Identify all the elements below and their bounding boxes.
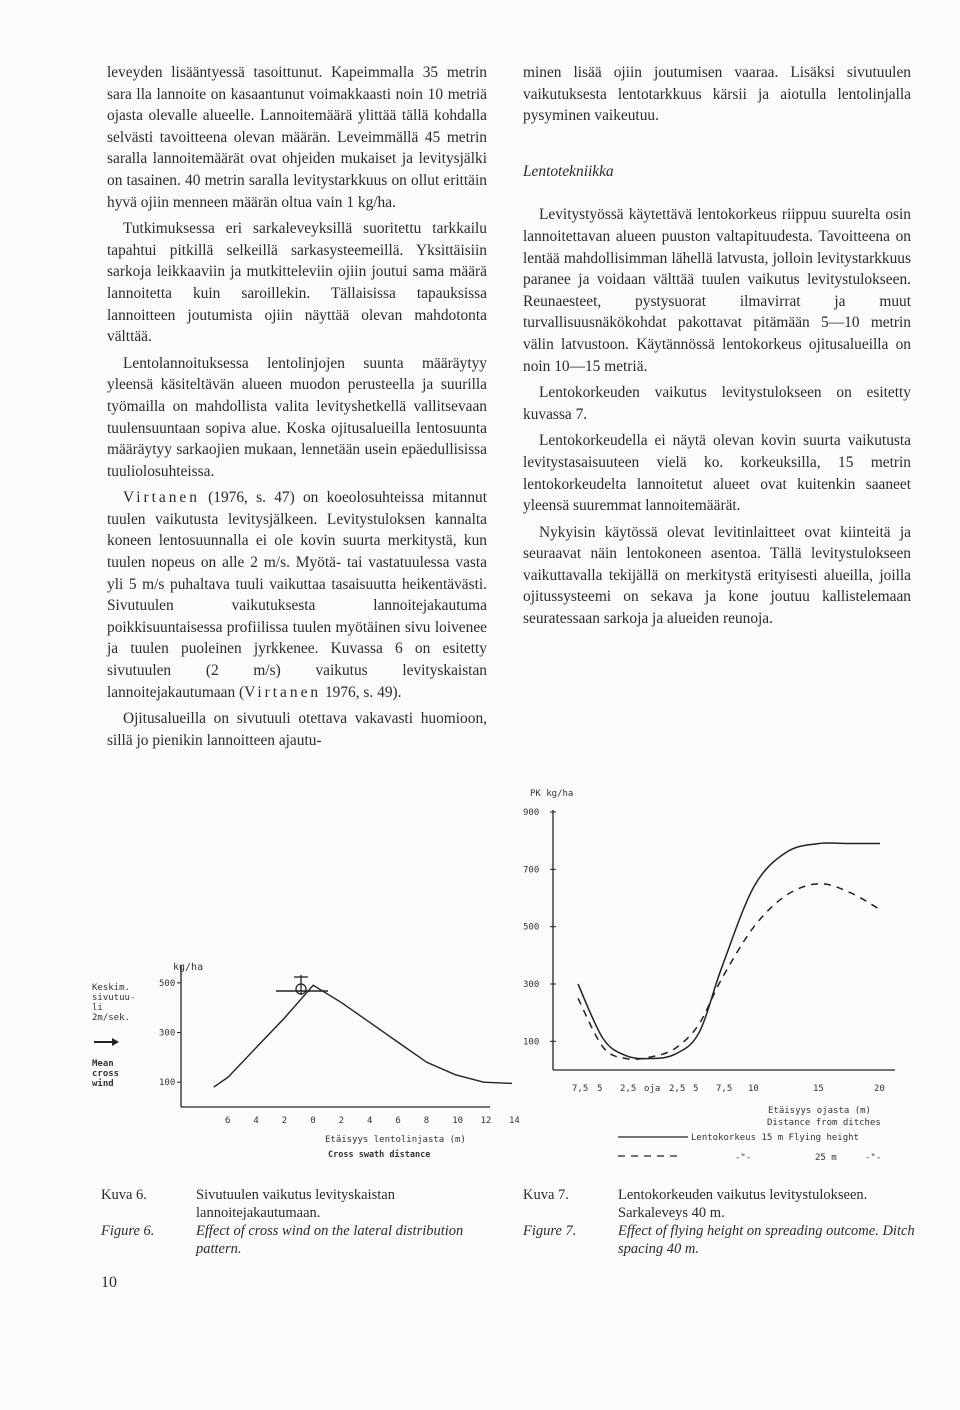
fig6-legend-text: sivutuu- (92, 993, 136, 1003)
paragraph: Virtanen (1976, s. 47) on koeolosuhteissa mitannut tuulen vaikutusta levitysjälkeen. Levitystuloksen kannalta koneen lentosuunnalla ei ole kovin suurta merkitystä, kun tuulen nopeus on alle 2 m/s. Myötä- tai vastatuulessa vasta yli 5 m/s puhaltava tuuli vaikuttaa tasaisuutta heikentävästi. Sivutuulen vaikutuksesta lannoitejakautuma poikkisuuntaisessa profiilissa tuulen myötäinen sivu loivenee ja tuulen puoleinen jyrkkenee. Kuvassa 6 on esitetty sivutuulen (2 m/s) vaikutus levityskaistan lannoitejakautumaan (Virtanen 1976, s. 49). (107, 489, 487, 701)
fig7-x-axis-label-en: Distance from ditches (767, 1118, 881, 1128)
caption-text: Sivutuulen vaikutus levityskaistan lannoitejakautumaan. (196, 1187, 395, 1221)
y-tick-label: 100 (159, 1078, 176, 1089)
fig6-legend-text: Mean (92, 1059, 114, 1069)
fig6-legend-text: wind (92, 1079, 114, 1089)
y-tick-label: 300 (159, 1028, 176, 1039)
caption-label: Kuva 7. (523, 1187, 569, 1203)
paragraph: Ojitusalueilla on sivutuuli otettava vakavasti huomioon, sillä jo pienikin lannoitteen ajautu- (107, 710, 487, 749)
fig6-legend-text: Keskim. (92, 983, 130, 993)
y-tick-label: 500 (159, 978, 176, 989)
fig6-legend-text: 2m/sek. (92, 1013, 130, 1023)
fig7-ticks (523, 808, 885, 1094)
y-tick-label: 100 (523, 1037, 540, 1048)
x-tick-label: 2 (281, 1116, 288, 1126)
paragraph: minen lisää ojiin joutumisen vaaraa. Lisäksi sivutuulen vaikutuksesta lentotarkkuus kärsii ja aiotulla lentolinjalla pysyminen vaikeutuu. (523, 64, 911, 125)
y-tick-label: 500 (523, 922, 540, 933)
paragraph: Lentolannoituksessa lentolinjojen suunta määräytyy yleensä käsiteltävän alueen muodon perusteella ja suurilla työmailla on mahdollista valita levityshetkellä vallitsevaan tuulensuuntaan sopiva alue. Koska ojitusalueilla lentosuunta määräytyy sarkaojien mukaan, lennetään usein epäedullisissa tuuliolosuhteissa. (107, 354, 487, 480)
x-tick-label: 7,5 (716, 1084, 733, 1094)
fig7-legend-solid: Lentokorkeus 15 m Flying height (691, 1133, 859, 1143)
paragraph: Lentokorkeudella ei näytä olevan kovin suurta vaikutusta levitystasaisuuteen vielä ko. korkeuksilla, 15 metrin lentokorkeudelta lannoitetut alueet ovat kuitenkin saaneet yleensä suuremmat lannoitemäärät. (523, 432, 911, 515)
left-column (107, 62, 487, 751)
fig6-legend-text: li (92, 1003, 103, 1013)
fig6-x-axis-label: Etäisyys lentolinjasta (m) (325, 1135, 466, 1145)
fig7-legend-ditto: -"- (735, 1153, 752, 1163)
figure-6-chart (88, 955, 520, 1170)
x-tick-label: 8 (423, 1116, 430, 1126)
caption-label-en: Figure 6. (101, 1223, 155, 1239)
caption-text: Lentokorkeuden vaikutus levitystulokseen. Sarkaleveys 40 m. (618, 1187, 868, 1221)
author-name: Virtanen (244, 683, 322, 701)
x-tick-label: 4 (253, 1116, 259, 1126)
fig7-unit-label: PK kg/ha (530, 789, 574, 799)
figure-7-caption (523, 1186, 923, 1256)
fig7-legend-ditto: -"- (865, 1153, 882, 1163)
fig7-axes (553, 810, 895, 1070)
caption-text-en: Effect of flying height on spreading outcome. Ditch spacing 40 m. (618, 1223, 915, 1257)
figure-6-caption (101, 1186, 501, 1256)
x-tick-label: 12 (480, 1116, 492, 1126)
series-line (214, 985, 512, 1087)
aircraft-icon (276, 975, 328, 995)
fig7-legend-dash-value: 25 m (815, 1153, 837, 1163)
x-tick-label: 2 (338, 1116, 345, 1126)
right-column (523, 62, 911, 630)
fig6-x-axis-label-en: Cross swath distance (328, 1150, 431, 1160)
x-tick-label: 4 (367, 1116, 373, 1126)
wind-arrow-icon (94, 1038, 119, 1046)
fig6-axes (181, 965, 490, 1107)
x-tick-label: 10 (452, 1116, 464, 1126)
x-tick-label: 20 (874, 1084, 885, 1094)
y-tick-label: 700 (523, 865, 540, 876)
fig6-series (214, 985, 512, 1087)
series-line-25m (578, 884, 880, 1060)
x-tick-label: 6 (395, 1116, 401, 1126)
paragraph: Tutkimuksessa eri sarkaleveyksillä suoritettu tarkkailu tapahtui pitkillä selkeillä sarkasysteemeillä. Yksittäisiin sarkoja leikkaaviin ja mutkitteleviin ojiin joutui sama määrä lannoitetta kuin saroillekin. Tällaisissa tapauksissa lannoitteen joutumista ojiin näyttää olevan mahdotonta välttää. (107, 220, 487, 346)
x-tick-label: 2,5 (669, 1084, 686, 1094)
x-tick-label: oja (644, 1084, 661, 1094)
y-tick-label: 900 (523, 808, 540, 818)
x-tick-label: 15 (813, 1084, 824, 1094)
x-tick-label: 7,5 (572, 1084, 589, 1094)
fig7-series (578, 843, 880, 1059)
x-tick-label: 10 (748, 1084, 759, 1094)
fig6-legend-text: cross (92, 1069, 120, 1079)
x-tick-label: 2,5 (620, 1084, 637, 1094)
x-tick-label: 5 (693, 1084, 699, 1094)
fig7-x-axis-label: Etäisyys ojasta (m) (768, 1106, 871, 1116)
y-tick-label: 300 (523, 980, 540, 990)
author-name: Virtanen (123, 489, 200, 507)
paragraph: Levitystyössä käytettävä lentokorkeus riippuu suurelta osin lannoitettavan alueen puuston valtapituudesta. Tavoitteena on lentää mahdollisimman lähellä latvusta, jolloin levitystarkkuus paranee ja voidaan välttää tuulen vaikutus levitystulokseen. Reunaesteet, pystysuorat ilmavirrat ja muut turvallisuusnäkökohdat pakottavat pitämään 5—10 metrin välin latvustoon. Käytännössä lentokorkeus ojitusalueilla on noin 10—15 metriä. (523, 206, 911, 375)
paragraph: leveyden lisääntyessä tasoittunut. Kapeimmalla 35 metrin sara lla lannoite on kasaantunut voimakkaasti noin 10 metriä ojasta olevalle alueelle. Lannoitemäärä ylittää tällä kohdalla selvästi tavoitteena olevan määrän. Leveimmällä 45 metrin saralla lannoitemäärät ovat ohjeiden mukaiset ja levitysjälki on tasainen. 40 metrin saralla levitystarkkuus on ollut erittäin hyvä ojiin menneen määrän oltua vain 1 kg/ha. (107, 64, 487, 211)
x-tick-label: 5 (597, 1084, 603, 1094)
paragraph: Nykyisin käytössä olevat levitinlaitteet ovat kiinteitä ja seuraavat näin lentokoneen asentoa. Tällä levitystulokseen vaikuttavalla tekijällä on merkitystä erityisesti alueilla, joilla ojitussysteemi on sekava ja kone joutuu kallistelemaan seuratessaan sarkoja ja alueiden reunoja. (523, 523, 911, 628)
paragraph: Lentokorkeuden vaikutus levitystulokseen on esitetty kuvassa 7. (523, 384, 911, 423)
figure-7-chart (505, 780, 945, 1170)
x-tick-label: 14 (509, 1116, 520, 1126)
section-heading: Lentotekniikka (523, 162, 614, 180)
x-tick-label: 6 (225, 1116, 231, 1126)
fig6-unit-label: kg/ha (173, 962, 204, 973)
series-line-15m (578, 843, 880, 1059)
caption-label: Kuva 6. (101, 1187, 147, 1203)
caption-label-en: Figure 7. (523, 1223, 577, 1239)
caption-text-en: Effect of cross wind on the lateral distribution pattern. (196, 1223, 464, 1257)
page-number: 10 (101, 1274, 117, 1291)
x-tick-label: 0 (310, 1116, 316, 1126)
